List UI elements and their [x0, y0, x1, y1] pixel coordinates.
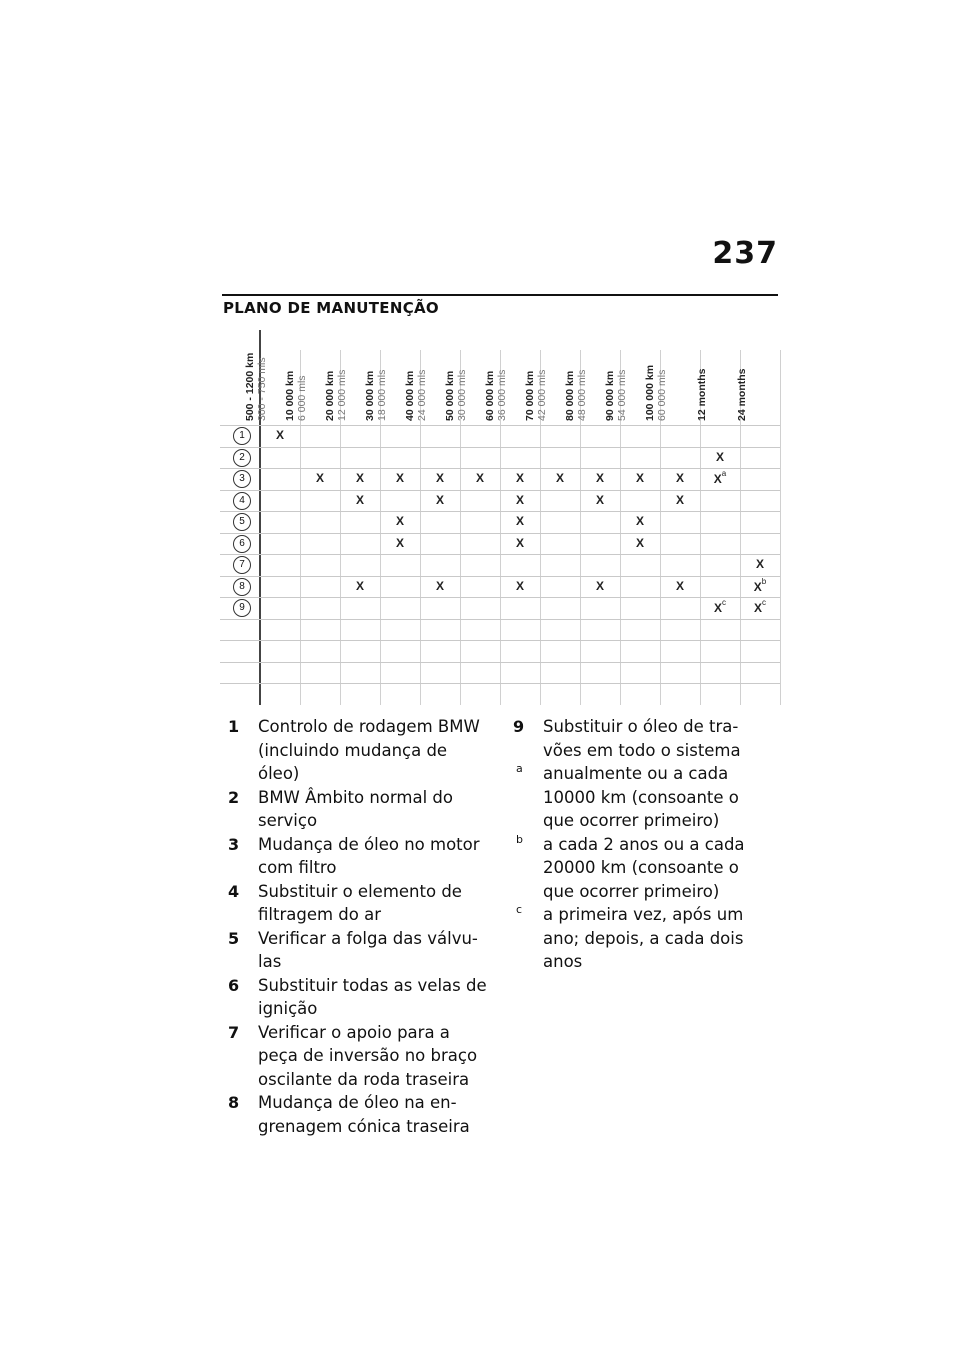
- legend-item: [223, 1091, 493, 1138]
- maintenance-mark: [420, 579, 460, 593]
- legend-text: Verificar o apoio para a peça de inversão no braço oscilante da roda traseira: [258, 1022, 478, 1089]
- mark-x: X: [515, 578, 524, 593]
- row-divider: [220, 619, 780, 620]
- maintenance-mark: [660, 493, 700, 507]
- legend-text: anualmente ou a cada 10000 km (consoante o que ocorrer primeiro): [543, 764, 739, 830]
- row-divider: [220, 468, 780, 469]
- maintenance-mark: [420, 471, 460, 485]
- maintenance-mark: [660, 579, 700, 593]
- row-divider: [220, 662, 780, 663]
- maintenance-mark: [340, 471, 380, 485]
- mark-x: X: [595, 578, 604, 593]
- mark-footnote: c: [762, 598, 766, 607]
- legend-right: [508, 715, 758, 974]
- mark-x: X: [675, 471, 684, 485]
- header-rule: [222, 294, 778, 296]
- column-header-mls: 48 000 mls: [576, 369, 588, 421]
- mark-x: X: [595, 492, 604, 507]
- column-header-label: [324, 370, 348, 421]
- maintenance-mark: [500, 471, 540, 485]
- column-header-mls: 300 - 750 mls: [256, 357, 268, 421]
- legend-item: [508, 833, 758, 904]
- maintenance-mark: [580, 493, 620, 507]
- column-header-km: 10 000 km: [284, 370, 296, 421]
- maintenance-mark: [660, 471, 700, 485]
- legend-number: 8: [228, 1093, 240, 1112]
- column-header-mls: 42 000 mls: [536, 369, 548, 421]
- row-divider: [220, 640, 780, 641]
- legend-item: [223, 786, 493, 833]
- column-header-km: 40 000 km: [404, 370, 416, 421]
- row-number-badge: 9: [233, 599, 251, 617]
- legend-text: Mudança de óleo no motor com filtro: [258, 834, 480, 877]
- mark-x: X: [435, 578, 444, 593]
- legend-number: 7: [228, 1022, 240, 1042]
- maintenance-mark: [620, 536, 660, 550]
- mark-x: X: [753, 601, 762, 615]
- legend-footnote-mark: c: [516, 903, 523, 916]
- maintenance-mark: [500, 536, 540, 550]
- legend-number: 3: [228, 834, 240, 854]
- maintenance-mark: [740, 600, 780, 615]
- mark-x: X: [635, 514, 644, 528]
- row-divider: [220, 683, 780, 684]
- row-number-badge: 6: [233, 535, 251, 553]
- mark-x: X: [355, 471, 364, 485]
- row-divider: [220, 533, 780, 534]
- legend-text: a cada 2 anos ou a cada 20000 km (consoante o que ocorrer primeiro): [543, 834, 745, 901]
- maintenance-mark: [580, 471, 620, 485]
- mark-x: X: [275, 428, 284, 442]
- legend-item: [508, 715, 758, 762]
- row-number-badge: 3: [233, 470, 251, 488]
- legend-item: [508, 762, 758, 833]
- legend-item: [223, 833, 493, 880]
- mark-x: X: [595, 471, 604, 485]
- column-header-km: 80 000 km: [564, 370, 576, 421]
- column-header: [736, 330, 780, 425]
- maintenance-mark: [420, 493, 460, 507]
- column-header-mls: 24 000 mls: [416, 369, 428, 421]
- column-header-km: 20 000 km: [324, 370, 336, 421]
- mark-x: X: [635, 471, 644, 485]
- mark-x: X: [395, 535, 404, 550]
- column-header-label: [244, 353, 268, 421]
- column-header-km: 500 - 1200 km: [244, 352, 256, 421]
- legend-left: [223, 715, 493, 1138]
- column-header: [644, 330, 700, 425]
- maintenance-table: [220, 330, 780, 705]
- mark-x: X: [475, 471, 484, 485]
- column-header-label: [364, 370, 388, 421]
- column-header-km: 30 000 km: [364, 370, 376, 421]
- column-header: [696, 330, 740, 425]
- column-divider: [780, 350, 781, 705]
- maintenance-mark: [300, 471, 340, 485]
- maintenance-mark: [460, 471, 500, 485]
- legend-number: 2: [228, 787, 240, 807]
- legend-text: Substituir o elemento de filtragem do ar: [258, 881, 462, 924]
- column-header-label: [736, 368, 748, 421]
- legend-item: [223, 715, 493, 786]
- row-divider: [220, 425, 780, 426]
- column-header-label: [524, 370, 548, 421]
- legend-footnote-mark: b: [516, 832, 523, 846]
- mark-x: X: [515, 471, 524, 485]
- mark-footnote: a: [721, 469, 727, 478]
- maintenance-mark: [260, 428, 300, 442]
- column-header-km: 90 000 km: [604, 370, 616, 421]
- legend-item: [223, 974, 493, 1021]
- row-divider: [220, 554, 780, 555]
- column-header-label: [644, 365, 668, 421]
- mark-x: X: [715, 449, 724, 464]
- mark-x: X: [435, 471, 444, 485]
- mark-footnote: c: [722, 598, 726, 607]
- legend-text: Verificar a folga das válvu-las: [258, 928, 478, 971]
- legend-number: 4: [228, 881, 240, 901]
- legend-text: a primeira vez, após um ano; depois, a cada dois anos: [543, 905, 744, 971]
- legend-text: Controlo de rodagem BMW (incluindo mudança de óleo): [258, 717, 480, 783]
- maintenance-mark: [540, 471, 580, 485]
- maintenance-mark: [500, 579, 540, 593]
- mark-x: X: [355, 578, 364, 593]
- column-header-mls: 30 000 mls: [456, 369, 468, 421]
- legend-text: Substituir todas as velas de ignição: [258, 975, 487, 1018]
- legend-item: [223, 1021, 493, 1092]
- legend-text: Mudança de óleo na en-grenagem cónica traseira: [258, 1093, 470, 1136]
- column-header-mls: 60 000 mls: [656, 369, 668, 421]
- row-number-badge: 7: [233, 556, 251, 574]
- mark-x: X: [753, 579, 762, 594]
- mark-x: X: [395, 514, 404, 528]
- page-title: PLANO DE MANUTENÇÃO: [223, 299, 439, 317]
- maintenance-mark: [700, 471, 740, 486]
- column-header-km: 12 months: [696, 368, 708, 421]
- legend-item: [508, 903, 758, 974]
- column-header-km: 50 000 km: [444, 370, 456, 421]
- row-divider: [220, 597, 780, 598]
- mark-x: X: [635, 535, 644, 550]
- legend-item: [223, 880, 493, 927]
- mark-x: X: [515, 535, 524, 550]
- column-header-label: [404, 370, 428, 421]
- column-header-label: [484, 370, 508, 421]
- maintenance-mark: [620, 471, 660, 485]
- legend-number: 6: [228, 975, 240, 995]
- row-number-badge: 2: [233, 449, 251, 467]
- mark-x: X: [355, 492, 364, 507]
- legend-number: 5: [228, 928, 240, 948]
- maintenance-mark: [740, 557, 780, 571]
- legend-text: BMW Âmbito normal do serviço: [258, 787, 453, 830]
- mark-x: X: [675, 578, 684, 593]
- column-header-label: [444, 370, 468, 421]
- row-number-badge: 8: [233, 578, 251, 596]
- mark-x: X: [755, 557, 764, 571]
- column-header-label: [284, 371, 308, 421]
- mark-x: X: [675, 492, 684, 507]
- mark-footnote: b: [761, 576, 767, 586]
- column-header-km: 100 000 km: [644, 364, 656, 421]
- legend-number: 1: [228, 717, 240, 736]
- column-header-label: [604, 370, 628, 421]
- row-divider: [220, 490, 780, 491]
- legend-footnote-mark: a: [516, 762, 523, 775]
- maintenance-mark: [340, 493, 380, 507]
- column-header-km: 24 months: [736, 368, 748, 421]
- row-divider: [220, 576, 780, 577]
- mark-x: X: [713, 601, 722, 615]
- maintenance-mark: [740, 576, 780, 594]
- legend-item: [223, 927, 493, 974]
- mark-x: X: [435, 492, 444, 507]
- column-header-km: 60 000 km: [484, 370, 496, 421]
- page-number: 237: [712, 236, 778, 271]
- maintenance-mark: [340, 579, 380, 593]
- column-header-mls: 18 000 mls: [376, 369, 388, 421]
- row-number-badge: 5: [233, 513, 251, 531]
- maintenance-mark: [700, 600, 740, 615]
- column-header-mls: 36 000 mls: [496, 369, 508, 421]
- maintenance-mark: [500, 493, 540, 507]
- maintenance-mark: [380, 536, 420, 550]
- legend-number: 9: [513, 717, 525, 736]
- row-divider: [220, 447, 780, 448]
- column-header-mls: 12 000 mls: [336, 369, 348, 421]
- row-divider: [220, 511, 780, 512]
- column-header-label: [696, 368, 708, 421]
- maintenance-mark: [380, 514, 420, 528]
- mark-x: X: [713, 472, 722, 486]
- mark-x: X: [515, 514, 524, 528]
- column-header-mls: 54 000 mls: [616, 369, 628, 421]
- maintenance-mark: [580, 579, 620, 593]
- mark-x: X: [315, 471, 324, 485]
- column-header-km: 70 000 km: [524, 370, 536, 421]
- mark-x: X: [555, 471, 564, 485]
- legend-text: Substituir o óleo de tra-vões em todo o sistema: [543, 717, 741, 760]
- maintenance-mark: [700, 450, 740, 464]
- column-header-mls: 6 000 mls: [296, 375, 308, 421]
- maintenance-mark: [380, 471, 420, 485]
- mark-x: X: [395, 471, 404, 485]
- column-header-label: [564, 370, 588, 421]
- maintenance-mark: [500, 514, 540, 528]
- maintenance-mark: [620, 514, 660, 528]
- mark-x: X: [515, 492, 524, 507]
- row-number-badge: 1: [233, 427, 251, 445]
- row-number-badge: 4: [233, 492, 251, 510]
